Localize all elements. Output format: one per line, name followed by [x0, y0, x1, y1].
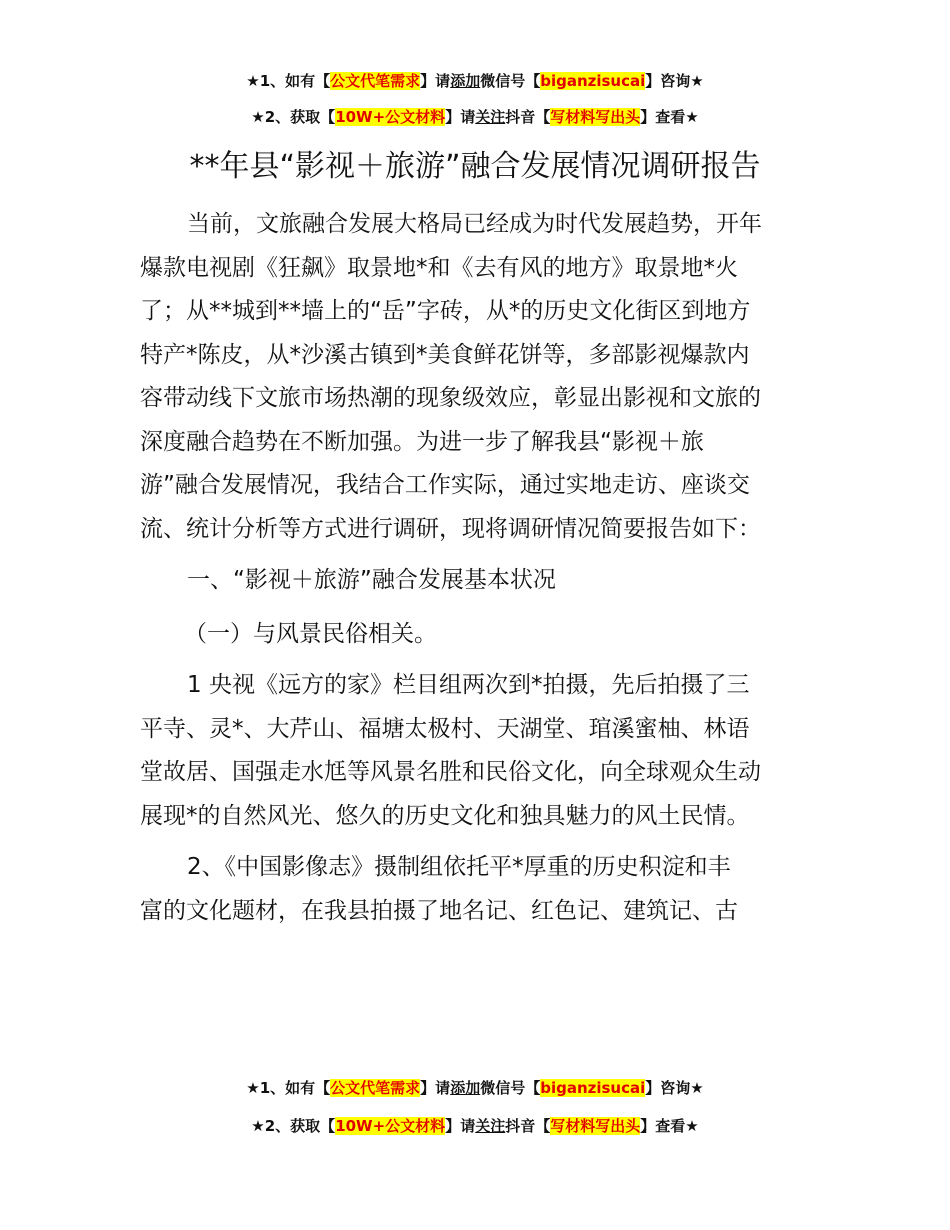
paragraph-line: 流、统计分析等方式进行调研，现将调研情况简要报告如下：: [140, 515, 761, 542]
paragraph-line: 当前，文旅融合发展大格局已经成为时代发展趋势，开年: [187, 211, 762, 237]
banner-suffix: 】查看★: [640, 1117, 699, 1135]
banner-highlight-materials: 10W+公文材料: [335, 1117, 446, 1135]
paragraph-line: 平寺、灵*、大芹山、福塘太极村、天湖堂、琯溪蜜柚、林语: [140, 715, 750, 742]
banner-emphasis: 添加: [450, 72, 481, 90]
footer-banner-line-1: [0, 1077, 950, 1099]
banner-text: 】请: [420, 72, 451, 90]
banner-text: 微信号【: [480, 72, 541, 90]
paragraph-line: 2、《中国影像志》摄制组依托平*厚重的历史积淀和丰: [187, 854, 731, 880]
banner-emphasis: 添加: [450, 1079, 481, 1097]
banner-text: 】请: [420, 1079, 451, 1097]
item-paragraph-1: [140, 664, 812, 838]
item-paragraph-2: [140, 846, 812, 933]
banner-prefix: ★1、如有【: [246, 72, 331, 90]
subsection-heading-1: （一）与风景民俗相关。: [184, 621, 437, 647]
banner-highlight-douyin-account: 写材料写出头: [550, 1117, 641, 1135]
banner-highlight-service: 公文代笔需求: [330, 72, 421, 90]
banner-suffix: 】咨询★: [645, 1079, 704, 1097]
banner-suffix: 】咨询★: [645, 72, 704, 90]
paragraph-line: 了；从**城到**墙上的“岳”字砖，从*的历史文化街区到地方: [140, 298, 751, 324]
document-title: **年县“影视＋旅游”融合发展情况调研报告: [189, 149, 761, 184]
banner-emphasis: 关注: [475, 1117, 506, 1135]
section-heading-1: 一、“影视＋旅游”融合发展基本状况: [187, 567, 556, 593]
paragraph-line: 特产*陈皮，从*沙溪古镇到*美食鲜花饼等，多部影视爆款内: [140, 341, 750, 368]
banner-highlight-service: 公文代笔需求: [330, 1079, 421, 1097]
header-banner-line-2: [0, 106, 950, 128]
banner-text: 抖音【: [505, 108, 551, 126]
footer-banner-line-2: [0, 1115, 950, 1137]
banner-text: 抖音【: [505, 1117, 551, 1135]
banner-emphasis: 关注: [475, 108, 506, 126]
banner-text: 】请: [445, 1117, 476, 1135]
paragraph-line: 游”融合发展情况，我结合工作实际，通过实地走访、座谈交: [140, 472, 750, 498]
paragraph-line: 展现*的自然风光、悠久的历史文化和独具魅力的风土民情。: [140, 802, 750, 829]
banner-prefix: ★2、获取【: [251, 1117, 336, 1135]
banner-text: 】请: [445, 108, 476, 126]
header-banner-line-1: [0, 70, 950, 92]
banner-prefix: ★1、如有【: [246, 1079, 331, 1097]
banner-prefix: ★2、获取【: [251, 108, 336, 126]
paragraph-line: 富的文化题材，在我县拍摄了地名记、红色记、建筑记、古: [140, 897, 738, 924]
banner-highlight-materials: 10W+公文材料: [335, 108, 446, 126]
banner-suffix: 】查看★: [640, 108, 699, 126]
paragraph-line: 堂故居、国强走水尪等风景名胜和民俗文化，向全球观众生动: [140, 759, 761, 785]
paragraph-line: 深度融合趋势在不断加强。为进一步了解我县“影视＋旅: [140, 428, 704, 455]
banner-highlight-wechat-id: biganzisucai: [540, 1079, 646, 1097]
banner-text: 微信号【: [480, 1079, 541, 1097]
banner-highlight-wechat-id: biganzisucai: [540, 72, 646, 90]
paragraph-line: 容带动线下文旅市场热潮的现象级效应，彰显出影视和文旅的: [140, 385, 761, 411]
intro-paragraph: [140, 203, 812, 551]
paragraph-line: 1 央视《远方的家》栏目组两次到*拍摄，先后拍摄了三: [187, 672, 750, 698]
paragraph-line: 爆款电视剧《狂飙》取景地*和《去有风的地方》取景地*火: [140, 254, 738, 281]
banner-highlight-douyin-account: 写材料写出头: [550, 108, 641, 126]
